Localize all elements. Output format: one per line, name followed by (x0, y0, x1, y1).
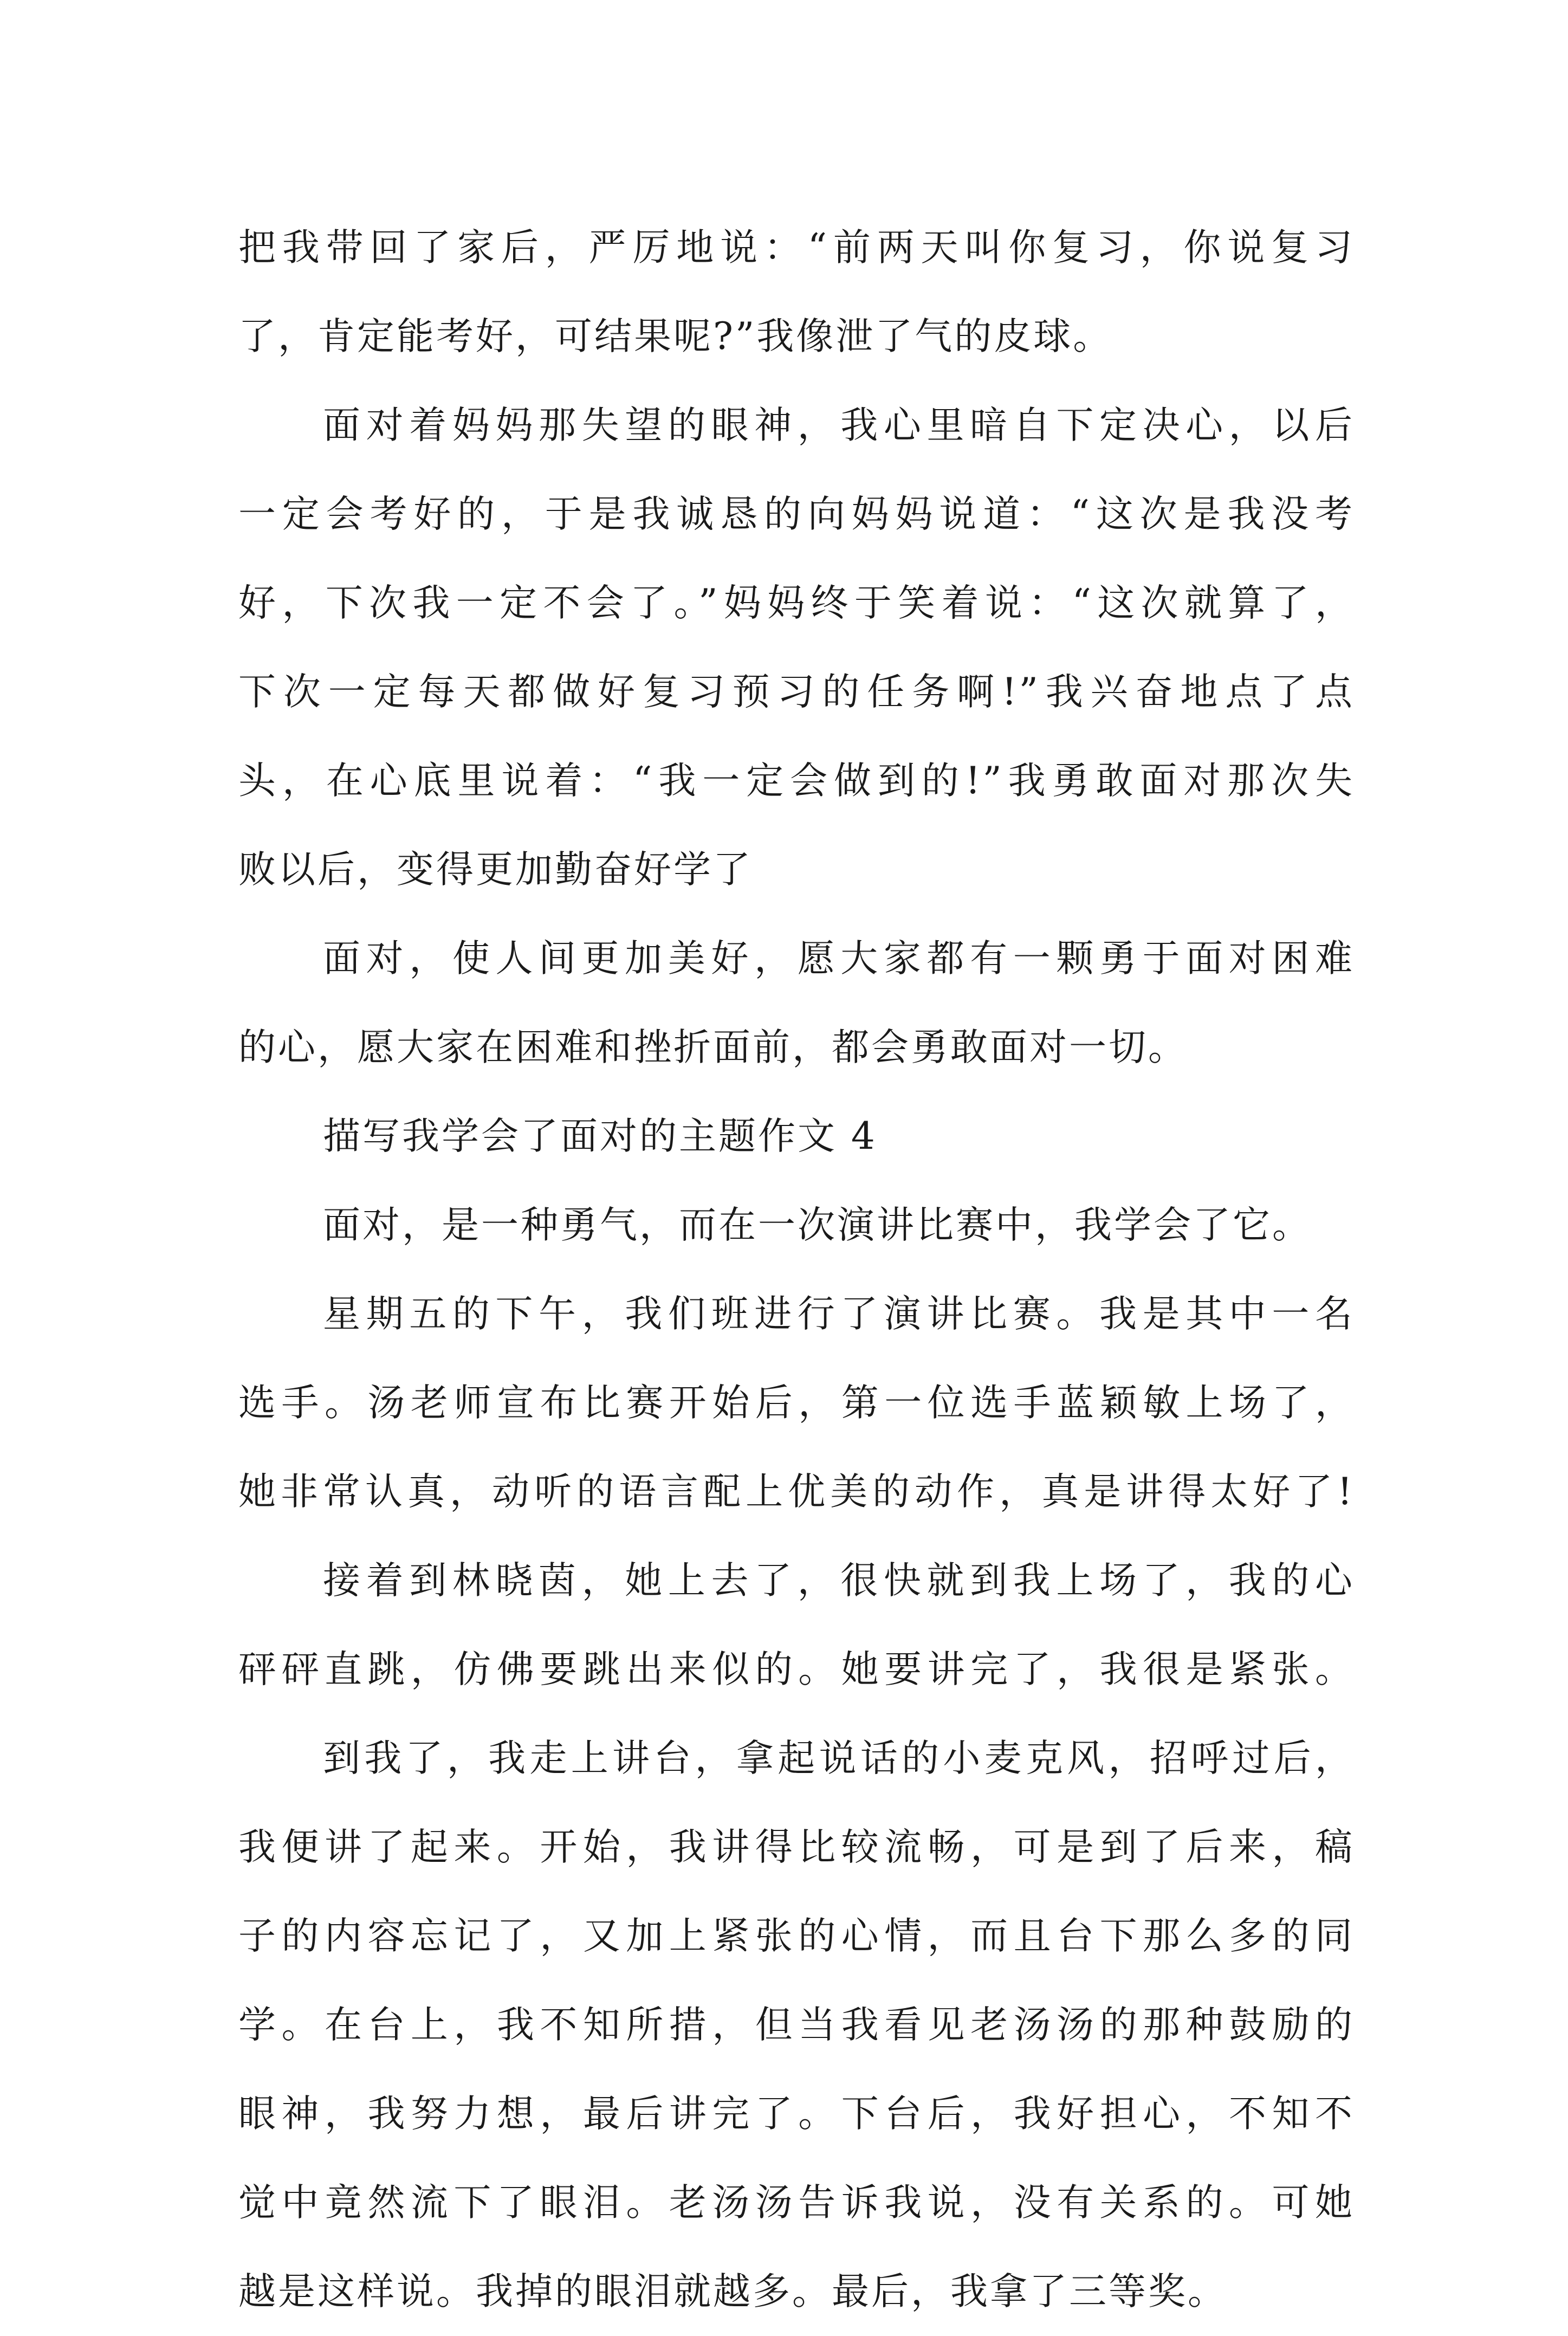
text-line: 我便讲了起来。开始，我讲得比较流畅，可是到了后来，稿 (238, 1826, 1355, 1869)
text-line: 眼神，我努力想，最后讲完了。下台后，我好担心，不知不 (238, 2092, 1355, 2136)
text-line: 把我带回了家后，严厉地说：“前两天叫你复习，你说复习 (238, 226, 1355, 269)
document-body (238, 203, 1355, 2336)
text-line: 的心，愿大家在困难和挫折面前，都会勇敢面对一切。 (238, 1026, 1188, 1069)
text-line: 越是这样说。我掉的眼泪就越多。最后，我拿了三等奖。 (238, 2270, 1227, 2313)
text-line: 星期五的下午，我们班进行了演讲比赛。我是其中一名 (323, 1292, 1355, 1336)
text-line: 一定会考好的，于是我诚恳的向妈妈说道：“这次是我没考 (238, 493, 1355, 536)
text-line: 面对，是一种勇气，而在一次演讲比赛中，我学会了它。 (323, 1203, 1312, 1247)
text-line: 砰砰直跳，仿佛要跳出来似的。她要讲完了，我很是紧张。 (238, 1648, 1355, 1691)
text-line: 下次一定每天都做好复习预习的任务啊!”我兴奋地点了点 (238, 670, 1355, 714)
text-line: 败以后，变得更加勤奋好学了 (238, 848, 753, 891)
text-line: 了，肯定能考好，可结果呢?”我像泄了气的皮球。 (238, 315, 1113, 358)
text-line: 接着到林晓茵，她上去了，很快就到我上场了，我的心 (323, 1559, 1355, 1602)
text-line: 面对，使人间更加美好，愿大家都有一颗勇于面对困难 (323, 937, 1355, 980)
text-line: 面对着妈妈那失望的眼神，我心里暗自下定决心，以后 (323, 404, 1355, 447)
text-line: 选手。汤老师宣布比赛开始后，第一位选手蓝颖敏上场了， (238, 1381, 1355, 1425)
text-line: 到我了，我走上讲台，拿起说话的小麦克风，招呼过后， (323, 1737, 1355, 1780)
text-line: 子的内容忘记了，又加上紧张的心情，而且台下那么多的同 (238, 1914, 1355, 1958)
text-line: 她非常认真，动听的语言配上优美的动作，真是讲得太好了! (238, 1470, 1355, 1513)
text-line: 觉中竟然流下了眼泪。老汤汤告诉我说，没有关系的。可她 (238, 2181, 1355, 2224)
text-line: 头，在心底里说着：“我一定会做到的!”我勇敢面对那次失 (238, 759, 1355, 803)
text-line: 学。在台上，我不知所措，但当我看见老汤汤的那种鼓励的 (238, 2003, 1355, 2047)
text-line: 描写我学会了面对的主题作文 4 (323, 1115, 877, 1158)
text-line: 好，下次我一定不会了。”妈妈终于笑着说：“这次就算了， (238, 581, 1355, 625)
